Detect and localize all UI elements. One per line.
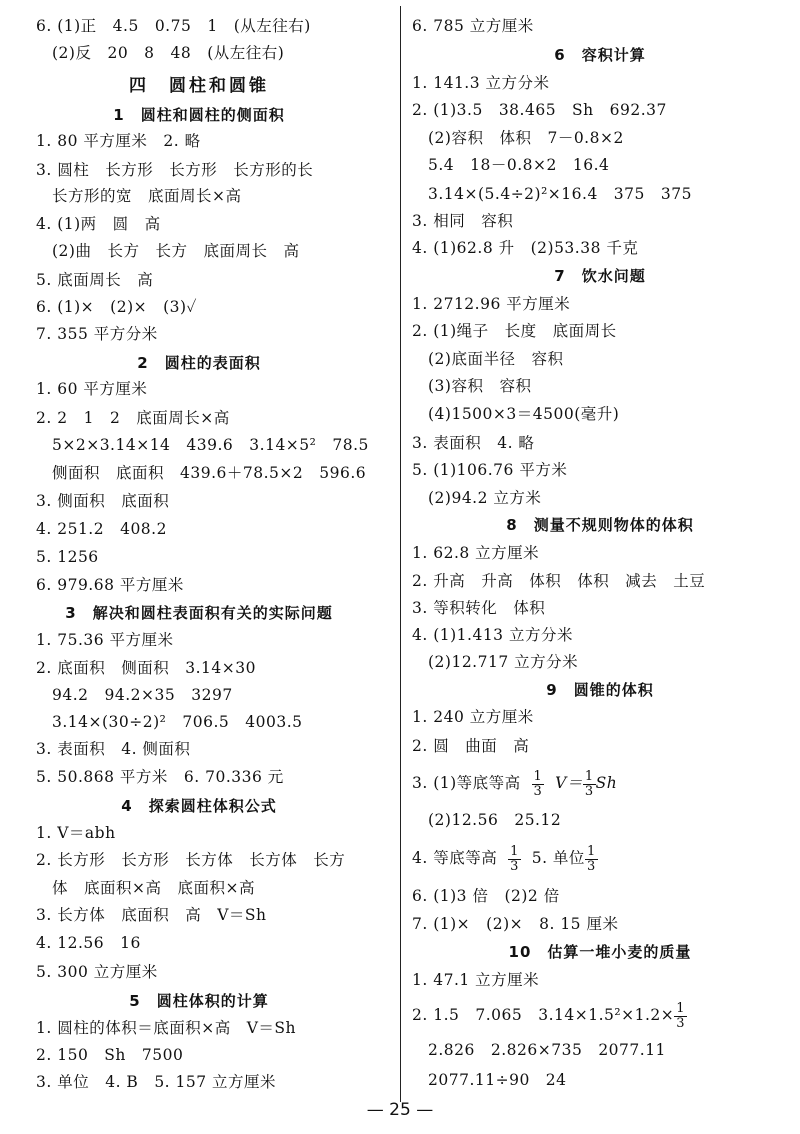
section-heading: 4 探索圆柱体积公式	[121, 797, 277, 815]
answer-line: 6. (1)× (2)× (3)✓	[36, 298, 198, 316]
answer-line: 2. (1)3.5 38.465 Sh 692.37	[412, 101, 667, 119]
answer-line: 3. (1)等底等高 $\frac{1}{3}$ V＝ $\frac{1}{3}$ Sh	[412, 768, 618, 799]
answer-line: 5. 1256	[36, 548, 99, 566]
formula-tail: Sh	[595, 774, 618, 792]
answer-line: 1. 240 立方厘米	[412, 708, 534, 726]
second-fraction: $\frac{1}{3}$	[584, 768, 594, 799]
answer-line: 7. 355 平方分米	[36, 325, 158, 343]
answer-line: 4. 251.2 408.2	[36, 520, 167, 538]
answer-line: (2)反 20 8 48 (从左往右)	[36, 44, 285, 62]
answer-line: 3.14×(30÷2)² 706.5 4003.5	[36, 713, 303, 731]
answer-line: 5. 底面周长 高	[36, 271, 154, 289]
answer-line: 2. 2 1 2 底面周长×高	[36, 409, 230, 427]
answer-line: 4. (1)两 圆 高	[36, 215, 161, 233]
answer-line: (2)曲 长方 长方 底面周长 高	[36, 242, 300, 260]
answer-line: 1. 60 平方厘米	[36, 380, 148, 398]
answer-line: (3)容积 容积	[412, 377, 532, 395]
answer-line: 长方形的宽 底面周长×高	[36, 187, 242, 205]
answer-line: 4. (1)1.413 立方分米	[412, 626, 573, 644]
answer-line: 3. 圆柱 长方形 长方形 长方形的长	[36, 161, 314, 179]
answer-line: (2)12.56 25.12	[412, 811, 562, 829]
answer-line: 2. (1)绳子 长度 底面周长	[412, 322, 617, 340]
answer-line: 1. 80 平方厘米 2. 略	[36, 132, 201, 150]
answer-line: 3. 单位 4. B 5. 157 立方厘米	[36, 1073, 277, 1091]
answer-line: 6. 785 立方厘米	[412, 17, 534, 35]
answer-line: 4. 等底等高 $\frac{1}{3}$ 5. 单位 $\frac{1}{3}$	[412, 843, 596, 874]
answer-line: 5.4 18－0.8×2 16.4	[412, 156, 610, 174]
answer-line: 1. 圆柱的体积＝底面积×高 V＝Sh	[36, 1019, 296, 1037]
answer-line: 1. 141.3 立方分米	[412, 74, 550, 92]
answer-line: 2. 底面积 侧面积 3.14×30	[36, 659, 256, 677]
answer-line: 1. 75.36 平方厘米	[36, 631, 174, 649]
second-fraction: $\frac{1}{3}$	[586, 843, 596, 874]
answer-line: 3. 等积转化 体积	[412, 599, 546, 617]
answer-line: 4. (1)62.8 升 (2)53.38 千克	[412, 239, 639, 257]
section-heading: 8 测量不规则物体的体积	[506, 516, 694, 534]
answer-line: 6. 979.68 平方厘米	[36, 576, 184, 594]
answer-line: 2. 圆 曲面 高	[412, 737, 530, 755]
answer-line: 侧面积 底面积 439.6＋78.5×2 596.6	[36, 464, 367, 482]
section-heading: 9 圆锥的体积	[546, 681, 654, 699]
answer-line: 5×2×3.14×14 439.6 3.14×5² 78.5	[36, 436, 369, 454]
answer-line: (2)容积 体积 7－0.8×2	[412, 129, 624, 147]
section-heading: 5 圆柱体积的计算	[129, 992, 269, 1010]
answer-line: 6. (1)正 4.5 0.75 1 (从左往右)	[36, 17, 311, 35]
section-heading: 1 圆柱和圆柱的侧面积	[113, 106, 285, 124]
page-number: — 25 —	[366, 1100, 434, 1120]
answer-line: 3. 表面积 4. 侧面积	[36, 740, 191, 758]
answer-line: 1. 62.8 立方厘米	[412, 544, 540, 562]
answer-line: 3. 侧面积 底面积	[36, 492, 170, 510]
answer-line: 6. (1)3 倍 (2)2 倍	[412, 887, 560, 905]
section-heading: 10 估算一堆小麦的质量	[508, 943, 692, 961]
answer-line: 3.14×(5.4÷2)²×16.4 375 375	[412, 185, 692, 203]
answer-line: 5. 50.868 平方米 6. 70.336 元	[36, 768, 284, 786]
answer-line: 5. 300 立方厘米	[36, 963, 158, 981]
answer-line: 3. 长方体 底面积 高 V＝Sh	[36, 906, 267, 924]
answer-line: 2. 长方形 长方形 长方体 长方体 长方	[36, 851, 346, 869]
answer-line: 3. 相同 容积	[412, 212, 514, 230]
answer-line: 1. 47.1 立方厘米	[412, 971, 540, 989]
section-heading: 2 圆柱的表面积	[137, 354, 261, 372]
answer-line: 2. 升高 升高 体积 体积 减去 土豆	[412, 572, 706, 590]
answer-line: (4)1500×3＝4500(毫升)	[412, 405, 620, 423]
section-heading: 7 饮水问题	[554, 267, 646, 285]
answer-line: 2. 1.5 7.065 3.14×1.5²×1.2× $\frac{1}{3}$	[412, 1000, 686, 1031]
answer-line: (2)12.717 立方分米	[412, 653, 579, 671]
answer-line: 94.2 94.2×35 3297	[36, 686, 233, 704]
answer-line: 1. V＝abh	[36, 824, 116, 842]
answer-line: 5. (1)106.76 平方米	[412, 461, 568, 479]
answer-line: 2.826 2.826×735 2077.11	[412, 1041, 666, 1059]
first-fraction: $\frac{1}{3}$	[510, 843, 519, 874]
answer-line: (2)94.2 立方米	[412, 489, 542, 507]
section-heading: 6 容积计算	[554, 46, 646, 64]
answer-line: 4. 12.56 16	[36, 934, 141, 952]
answer-line: 1. 2712.96 平方厘米	[412, 295, 571, 313]
chapter-heading: 四 圆柱和圆锥	[129, 76, 269, 96]
section-heading: 3 解决和圆柱表面积有关的实际问题	[65, 604, 333, 622]
first-fraction: $\frac{1}{3}$	[533, 768, 543, 799]
second-fraction: $\frac{1}{3}$	[676, 1000, 686, 1031]
answer-line: 2. 150 Sh 7500	[36, 1046, 184, 1064]
column-divider	[400, 6, 401, 1102]
answer-line: 体 底面积×高 底面积×高	[36, 879, 255, 897]
answer-line: 2077.11÷90 24	[412, 1071, 567, 1089]
inline-text: 5. 单位	[520, 849, 585, 867]
inline-text: V＝	[544, 774, 583, 792]
answer-line: 3. 表面积 4. 略	[412, 434, 535, 452]
answer-line: 7. (1)× (2)× 8. 15 厘米	[412, 915, 619, 933]
answer-line: (2)底面半径 容积	[412, 350, 564, 368]
